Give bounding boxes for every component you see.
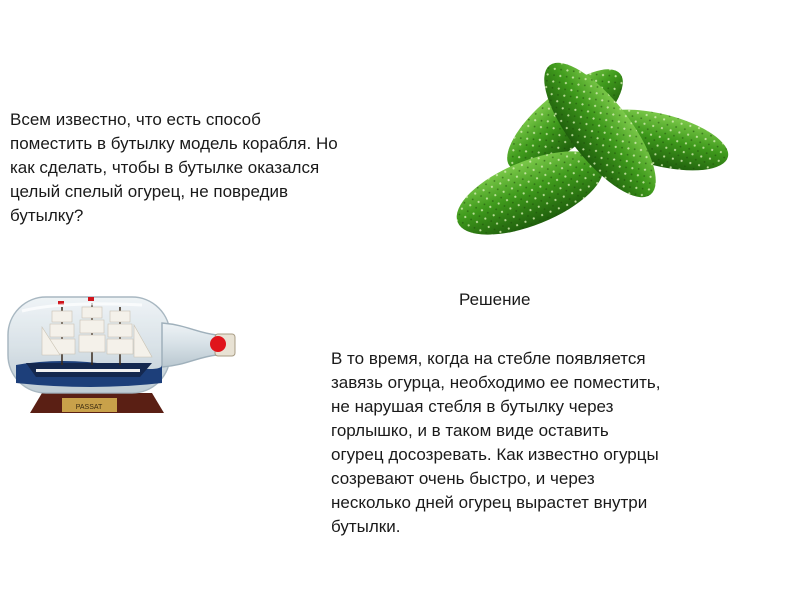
question-line: Всем известно, что есть способ: [10, 110, 261, 129]
question-line: бутылку?: [10, 206, 84, 225]
solution-title: Решение: [459, 290, 531, 309]
question-line: поместить в бутылку модель корабля. Но: [10, 134, 338, 153]
plaque-text: PASSAT: [75, 404, 103, 411]
question-text: [10, 108, 410, 228]
red-cork-icon: [210, 336, 226, 352]
solution-line: горлышко, и в таком виде оставить: [331, 421, 609, 440]
question-line: целый спелый огурец, не повредив: [10, 182, 289, 201]
solution-line: огурец досозревать. Как известно огурцы: [331, 445, 659, 464]
solution-line: В то время, когда на стебле появляется: [331, 349, 646, 368]
solution-line: несколько дней огурец вырастет внутри: [331, 493, 648, 512]
solution-line: завязь огурца, необходимо ее поместить,: [331, 373, 661, 392]
solution-line: не нарушая стебля в бутылку через: [331, 397, 614, 416]
cucumbers-image: [450, 45, 735, 245]
solution-line: созревают очень быстро, и через: [331, 469, 595, 488]
solution-text: [331, 347, 751, 539]
solution-line: бутылки.: [331, 517, 401, 536]
question-line: как сделать, чтобы в бутылке оказался: [10, 158, 320, 177]
ship-in-bottle-image: [2, 285, 247, 425]
